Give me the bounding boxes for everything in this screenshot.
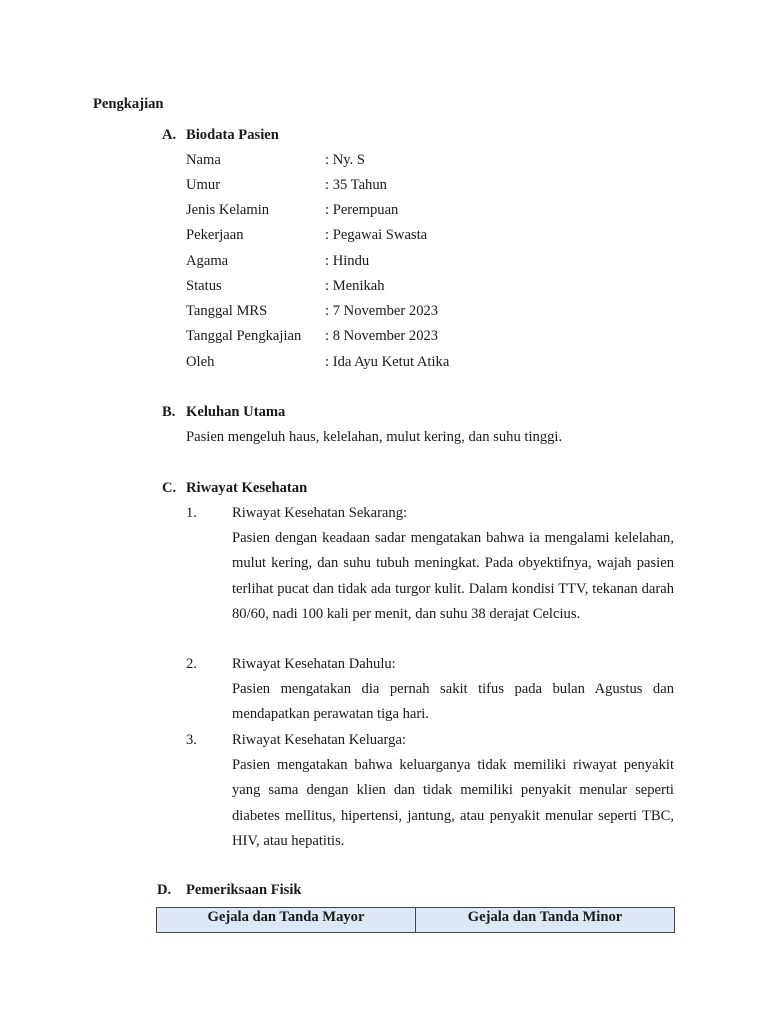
item-1-number: 1.	[186, 505, 197, 521]
section-d-marker: D.	[157, 882, 172, 898]
field-value-agama: : Hindu	[325, 253, 370, 269]
field-label-jenis-kelamin: Jenis Kelamin	[186, 202, 270, 218]
field-label-tanggal-pengkajian: Tanggal Pengkajian	[186, 328, 302, 344]
section-b-heading: Keluhan Utama	[186, 404, 286, 420]
field-value-nama: : Ny. S	[325, 152, 366, 168]
section-d-heading: Pemeriksaan Fisik	[186, 882, 302, 898]
item-2-text: Pasien mengatakan dia pernah sakit tifus pada bulan Agustus dan mendapatkan perawatan tiga hari.	[232, 681, 674, 723]
field-label-umur: Umur	[186, 177, 221, 193]
field-label-nama: Nama	[186, 152, 221, 168]
field-label-pekerjaan: Pekerjaan	[186, 227, 244, 243]
header-gejala-mayor: Gejala dan Tanda Mayor	[157, 908, 416, 933]
field-value-umur: : 35 Tahun	[325, 177, 387, 193]
field-value-jenis-kelamin: : Perempuan	[325, 202, 399, 218]
field-value-status: : Menikah	[325, 278, 385, 294]
table-header-row	[157, 908, 675, 933]
field-value-tanggal-pengkajian: : 8 November 2023	[325, 328, 439, 344]
page-title: Pengkajian	[93, 96, 164, 112]
item-2-number: 2.	[186, 656, 197, 672]
section-b-marker: B.	[162, 404, 176, 420]
field-value-oleh: : Ida Ayu Ketut Atika	[325, 354, 450, 370]
field-label-status: Status	[186, 278, 222, 294]
section-a-marker: A.	[162, 127, 177, 143]
field-label-tanggal-mrs: Tanggal MRS	[186, 303, 268, 319]
field-label-oleh: Oleh	[186, 354, 215, 370]
field-label-agama: Agama	[186, 253, 229, 269]
section-c-marker: C.	[162, 480, 177, 496]
section-a-heading: Biodata Pasien	[186, 127, 279, 143]
item-1-text: Pasien dengan keadaan sadar mengatakan bahwa ia mengalami kelelahan, mulut kering, dan suhu tubuh meningkat. Pada obyektifnya, wajah pasien terlihat pucat dan tidak ada turgor kulit. Dalam kondisi TTV, tekanan darah 80/60, nadi 100 kali per menit, dan suhu 38 derajat Celcius.	[232, 530, 674, 622]
field-value-tanggal-mrs: : 7 November 2023	[325, 303, 439, 319]
item-2-title: Riwayat Kesehatan Dahulu:	[232, 656, 396, 672]
item-3-number: 3.	[186, 732, 197, 748]
item-3-text: Pasien mengatakan bahwa keluarganya tidak memiliki riwayat penyakit yang sama dengan klien dan tidak memiliki penyakit menular seperti diabetes mellitus, hipertensi, jantung, atau penyakit menular seperti TBC, HIV, atau hepatitis.	[232, 757, 674, 849]
pemeriksaan-fisik-table	[156, 907, 675, 933]
section-c-heading: Riwayat Kesehatan	[186, 480, 308, 496]
item-3-title: Riwayat Kesehatan Keluarga:	[232, 732, 406, 748]
field-value-pekerjaan: : Pegawai Swasta	[325, 227, 428, 243]
header-gejala-minor: Gejala dan Tanda Minor	[416, 908, 675, 933]
item-1-title: Riwayat Kesehatan Sekarang:	[232, 505, 408, 521]
keluhan-utama-text: Pasien mengeluh haus, kelelahan, mulut kering, dan suhu tinggi.	[186, 429, 563, 445]
